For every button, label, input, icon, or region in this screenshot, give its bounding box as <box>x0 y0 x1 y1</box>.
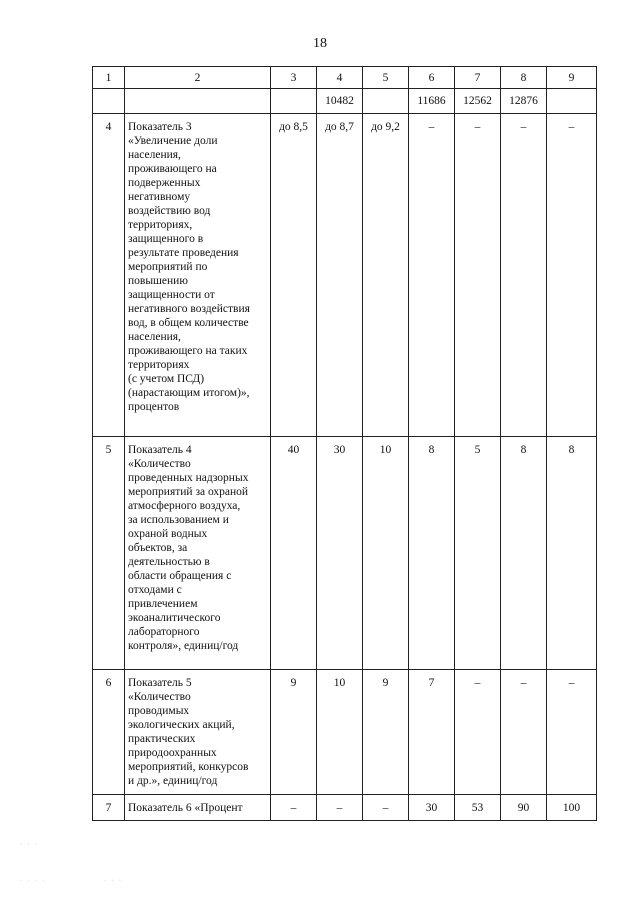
value-cell: 12876 <box>501 89 547 114</box>
table-row <box>93 89 597 114</box>
value-cell: 100 <box>547 795 597 821</box>
table-row <box>93 795 597 821</box>
value-cell <box>547 89 597 114</box>
value-cell: – <box>409 114 455 437</box>
value-cell: – <box>547 114 597 437</box>
row-number <box>93 89 125 114</box>
value-cell: 30 <box>317 437 363 670</box>
value-cell: – <box>501 670 547 795</box>
value-cell: 53 <box>455 795 501 821</box>
row-number: 7 <box>93 795 125 821</box>
row-number: 4 <box>93 114 125 437</box>
value-cell <box>363 89 409 114</box>
row-number: 6 <box>93 670 125 795</box>
value-cell: – <box>271 795 317 821</box>
value-cell: 5 <box>455 437 501 670</box>
header-cell: 1 <box>93 67 125 89</box>
scan-speck: · · · <box>20 842 39 848</box>
scan-speck: · · · <box>104 878 123 884</box>
value-cell: 90 <box>501 795 547 821</box>
value-cell: 10 <box>317 670 363 795</box>
value-cell: 8 <box>501 437 547 670</box>
row-description <box>125 89 271 114</box>
header-cell: 7 <box>455 67 501 89</box>
table-row <box>93 437 597 670</box>
row-description <box>125 437 271 670</box>
header-cell: 2 <box>125 67 271 89</box>
indicator-table <box>92 66 597 821</box>
value-cell: 10 <box>363 437 409 670</box>
value-cell: – <box>547 670 597 795</box>
row-description-text: Показатель 5 «Количество проводимых экологических акций, практических природоохранных мероприятий, конкурсов и др.», единиц/год <box>128 677 249 787</box>
value-cell <box>271 89 317 114</box>
value-cell: до 8,7 <box>317 114 363 437</box>
value-cell: 9 <box>363 670 409 795</box>
row-number: 5 <box>93 437 125 670</box>
header-cell: 6 <box>409 67 455 89</box>
header-cell: 9 <box>547 67 597 89</box>
value-cell: до 9,2 <box>363 114 409 437</box>
value-cell: 10482 <box>317 89 363 114</box>
table-row <box>93 670 597 795</box>
value-cell: 8 <box>547 437 597 670</box>
header-row <box>93 67 597 89</box>
value-cell: до 8,5 <box>271 114 317 437</box>
row-description: Показатель 6 «Процент <box>125 795 271 821</box>
header-cell: 3 <box>271 67 317 89</box>
row-description-text: Показатель 3 «Увеличение доли населения, проживающего на подверженных негативному воздействию вод территориях, защищенного в результате проведения мероприятий по повышению защищенности от негативного воздействия вод, в общем количестве населения, проживающего на таких территориях (с учетом ПСД) (нарастающим итогом)», процентов <box>128 121 250 413</box>
value-cell: 30 <box>409 795 455 821</box>
row-description <box>125 114 271 437</box>
value-cell: 7 <box>409 670 455 795</box>
table-row <box>93 114 597 437</box>
value-cell: 40 <box>271 437 317 670</box>
page-number: 18 <box>313 36 327 51</box>
row-description-text: Показатель 4 «Количество проведенных надзорных мероприятий за охраной атмосферного воздуха, за использованием и охраной водных объектов, за деятельностью в области обращения с отходами с привлечением экоаналитического лабораторного контроля», единиц/год <box>128 444 249 652</box>
value-cell: – <box>455 670 501 795</box>
row-description <box>125 670 271 795</box>
value-cell: 11686 <box>409 89 455 114</box>
value-cell: 12562 <box>455 89 501 114</box>
value-cell: 9 <box>271 670 317 795</box>
scan-speck: · · · · <box>20 878 47 884</box>
value-cell: – <box>317 795 363 821</box>
header-cell: 8 <box>501 67 547 89</box>
value-cell: – <box>455 114 501 437</box>
value-cell: 8 <box>409 437 455 670</box>
value-cell: – <box>501 114 547 437</box>
value-cell: – <box>363 795 409 821</box>
header-cell: 4 <box>317 67 363 89</box>
header-cell: 5 <box>363 67 409 89</box>
